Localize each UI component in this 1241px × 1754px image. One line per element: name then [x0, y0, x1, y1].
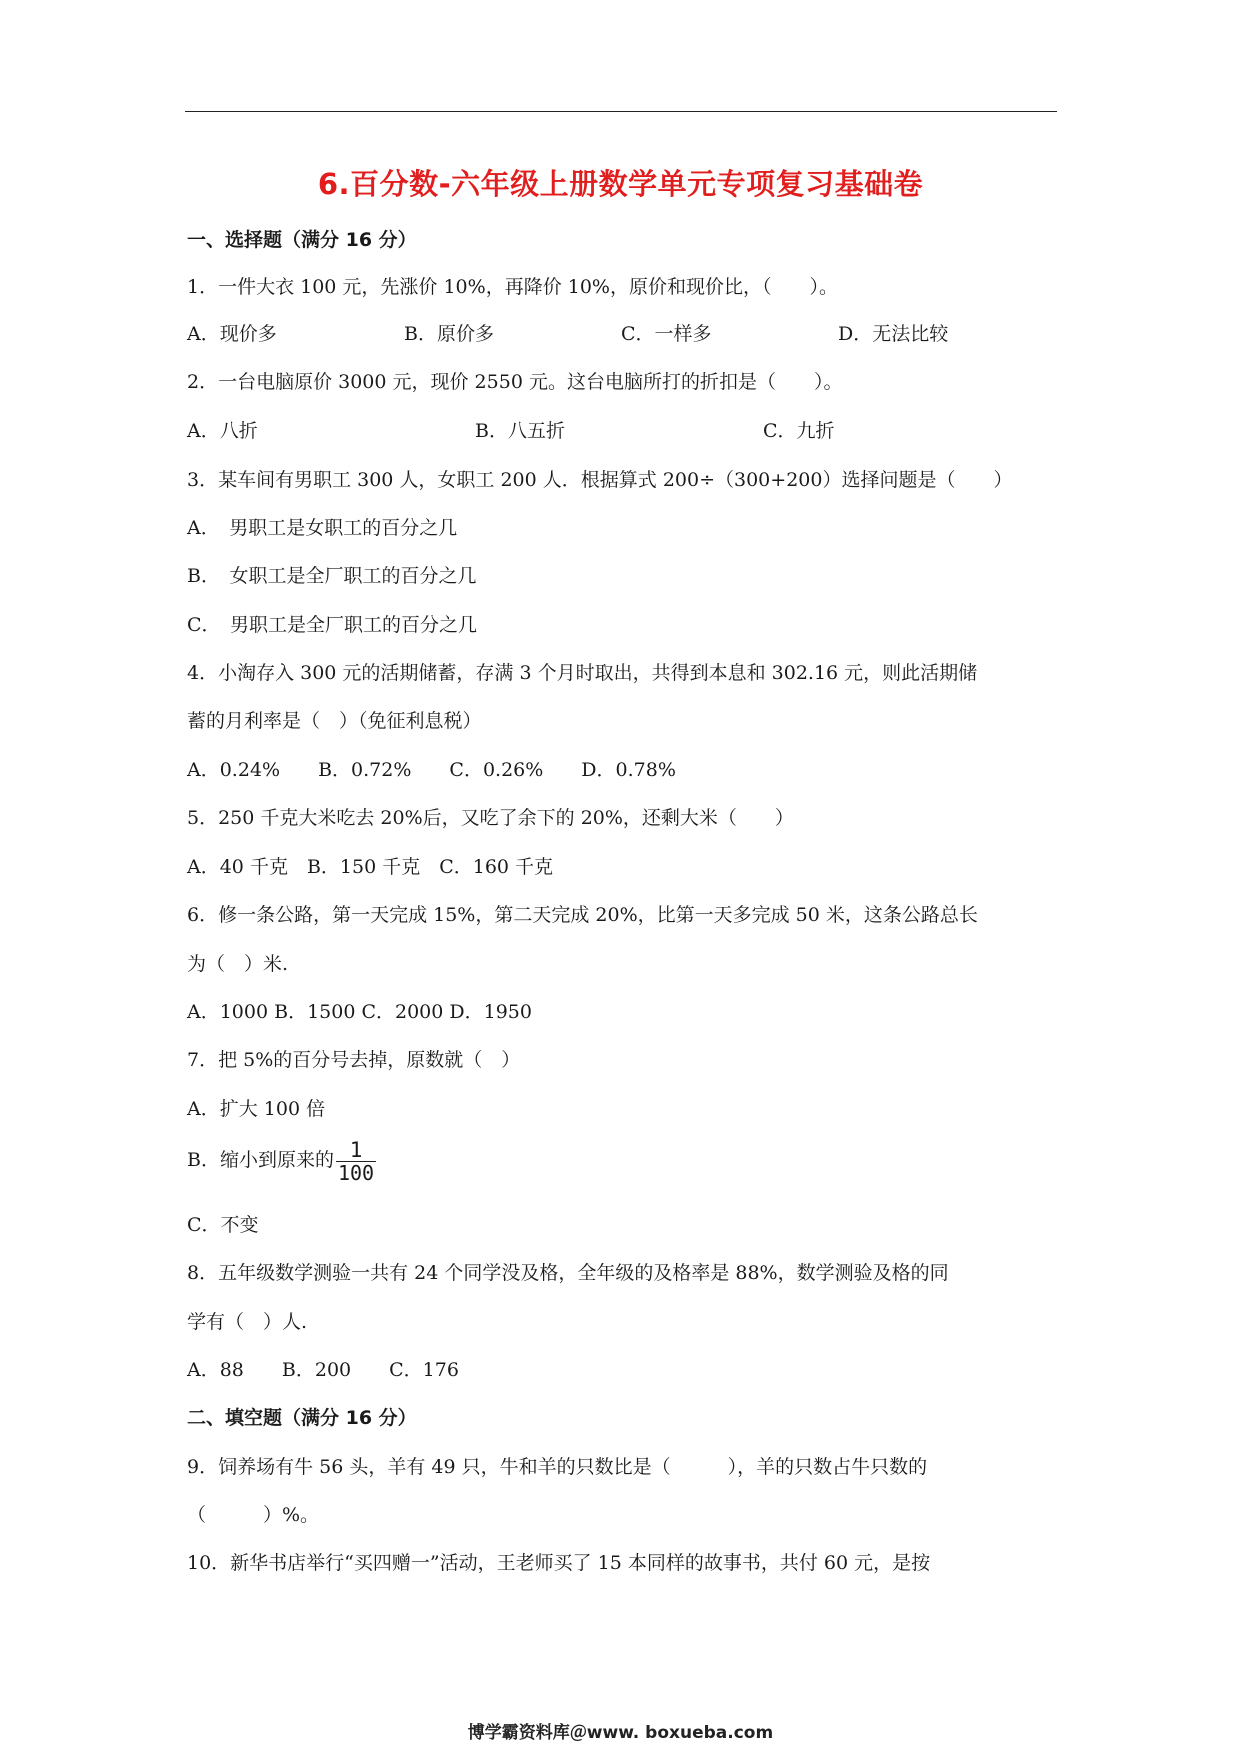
option-d: D．无法比较	[838, 323, 949, 345]
option-b: B．八五折	[475, 420, 565, 442]
question-8-options: A．88 B．200 C．176	[187, 1359, 459, 1381]
question-4-options: A．0.24% B．0.72% C．0.26% D．0.78%	[187, 759, 676, 781]
question-7: 7．把 5%的百分号去掉，原数就（ ）	[187, 1049, 521, 1071]
question-7-option-b	[187, 1136, 376, 1184]
question-4-line-2: 蓄的月利率是（ ）（免征利息税）	[187, 710, 482, 732]
question-6-options: A．1000 B．1500 C．2000 D．1950	[187, 1001, 532, 1023]
question-5: 5．250 千克大米吃去 20%后，又吃了余下的 20%，还剩大米（ ）	[187, 807, 794, 829]
question-4-line-1: 4．小淘存入 300 元的活期储蓄，存满 3 个月时取出，共得到本息和 302.16 元，则此活期储	[187, 662, 978, 684]
fraction-denominator: 100	[337, 1160, 375, 1185]
question-8-line-1: 8．五年级数学测验一共有 24 个同学没及格，全年级的及格率是 88%，数学测验及格的同	[187, 1262, 949, 1284]
header-rule	[185, 111, 1057, 112]
question-3: 3．某车间有男职工 300 人，女职工 200 人．根据算式 200÷（300+200）选择问题是（ ）	[187, 469, 1013, 491]
option-b: B．原价多	[404, 323, 494, 345]
question-6-line-1: 6．修一条公路，第一天完成 15%，第二天完成 20%，比第一天多完成 50 米，这条公路总长	[187, 904, 978, 926]
option-a: A．现价多	[187, 323, 277, 345]
question-3-option-c: C． 男职工是全厂职工的百分之几	[187, 614, 478, 636]
question-6-line-2: 为（ ）米.	[187, 953, 289, 975]
page-title: 6.百分数-六年级上册数学单元专项复习基础卷	[317, 167, 924, 201]
question-3-option-a: A． 男职工是女职工的百分之几	[187, 517, 458, 539]
question-10-line-1: 10．新华书店举行“买四赠一”活动，王老师买了 15 本同样的故事书，共付 60 元，是按	[187, 1552, 931, 1574]
option-b-text: B．缩小到原来的	[187, 1149, 334, 1171]
question-7-option-c: C．不变	[187, 1214, 259, 1236]
question-8-line-2: 学有（ ）人.	[187, 1311, 308, 1333]
question-5-options: A．40 千克 B．150 千克 C．160 千克	[187, 856, 554, 878]
section-fill-heading: 二、填空题（满分 16 分）	[187, 1407, 417, 1429]
option-c: C．一样多	[621, 323, 712, 345]
question-9-line-1: 9．饲养场有牛 56 头，羊有 49 只，牛和羊的只数比是（ ），羊的只数占牛只数的	[187, 1456, 928, 1478]
section-choice-heading: 一、选择题（满分 16 分）	[187, 229, 417, 251]
question-9-line-2: （ ）%。	[187, 1504, 320, 1526]
question-1-options	[187, 320, 948, 348]
question-7-option-a: A．扩大 100 倍	[187, 1098, 326, 1120]
question-2: 2．一台电脑原价 3000 元，现价 2550 元。这台电脑所打的折扣是（ ）。	[187, 371, 843, 393]
option-c: C．九折	[763, 420, 835, 442]
option-a: A．八折	[187, 420, 258, 442]
question-1: 1．一件大衣 100 元，先涨价 10%，再降价 10%，原价和现价比，（ ）。	[187, 276, 838, 298]
question-2-options	[187, 417, 835, 445]
footer-watermark: 博学霸资料库＠www. boxueba.com	[467, 1723, 774, 1743]
question-3-option-b: B． 女职工是全厂职工的百分之几	[187, 565, 477, 587]
fraction-one-hundredth	[336, 1139, 376, 1184]
fraction-numerator: 1	[349, 1137, 363, 1162]
